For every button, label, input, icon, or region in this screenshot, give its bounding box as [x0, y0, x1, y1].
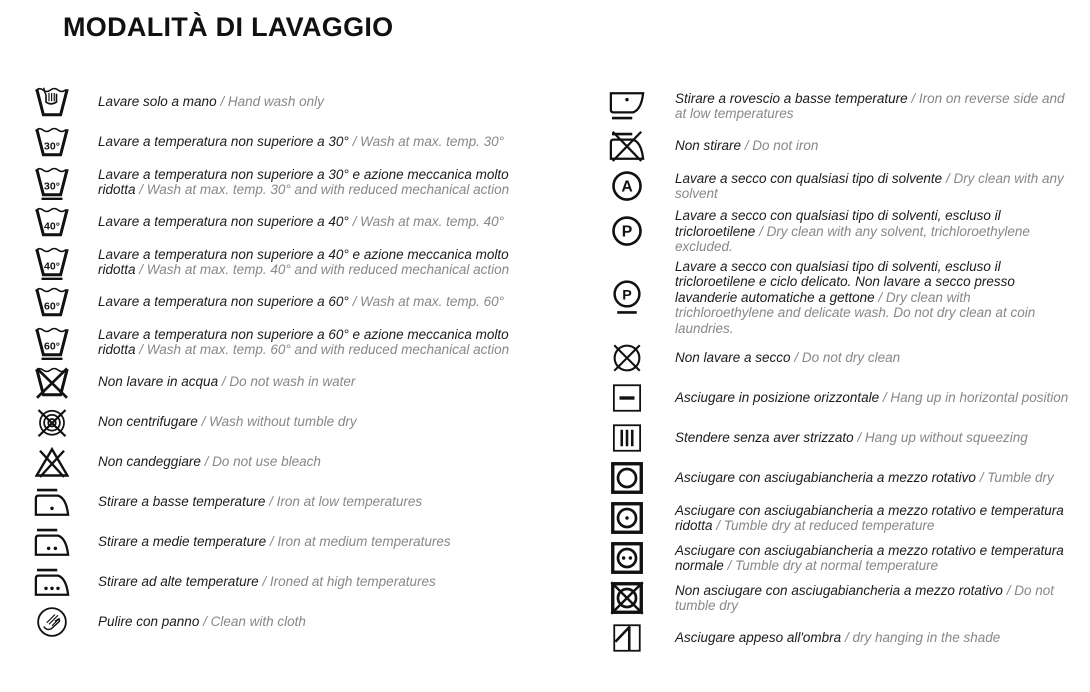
- svg-text:60°: 60°: [44, 300, 60, 313]
- no-bleach-icon: [33, 444, 78, 480]
- label-italian: Non centrifugare: [98, 414, 198, 430]
- label-english: / Hang up without squeezing: [857, 430, 1028, 446]
- label-italian: Lavare a temperatura non superiore a 30°: [98, 134, 349, 150]
- wash-40-icon: [33, 204, 78, 240]
- label-italian: Lavare a secco con qualsiasi tipo di solventi, escluso il tricloroetilene: [675, 208, 1001, 239]
- label-italian: Lavare a temperatura non superiore a 60° e azione meccanica molto ridotta: [98, 326, 509, 357]
- care-item: [608, 259, 1073, 337]
- label-english: / Wash at max. temp. 30°: [352, 134, 505, 150]
- svg-text:40°: 40°: [44, 260, 60, 273]
- care-item-description: [675, 583, 1073, 614]
- care-item-description: [675, 91, 1073, 122]
- label-english: / Iron at medium temperatures: [269, 534, 451, 550]
- care-item-description: [675, 503, 1073, 534]
- wash-60-reduced-icon: [33, 324, 78, 360]
- label-italian: Non stirare: [675, 138, 742, 154]
- wash-60-icon: [33, 284, 78, 320]
- label-italian: Lavare a temperatura non superiore a 40°: [98, 214, 349, 230]
- label-english: / Wash at max. temp. 30° and with reduced mechanical action: [139, 182, 510, 197]
- label-italian: Lavare a secco con qualsiasi tipo di solventi, escluso il tricloroetilene e ciclo delicato. Non lavare a secco presso lavanderie automatiche a gettone: [675, 258, 1015, 305]
- care-item-description: [98, 454, 321, 470]
- iron-medium-icon: [33, 524, 78, 560]
- label-italian: Asciugare con asciugabiancheria a mezzo rotativo: [675, 470, 976, 486]
- dry-clean-p-delicate-icon: [608, 279, 650, 315]
- care-item-description: [98, 167, 538, 198]
- care-item-description: [98, 494, 422, 510]
- tumble-dry-reduced-icon: [608, 500, 650, 536]
- care-item-description: [98, 327, 538, 358]
- care-item: [608, 168, 1073, 204]
- care-item: [33, 244, 538, 280]
- svg-text:P: P: [622, 287, 632, 304]
- label-english: / Do not dry clean: [794, 350, 901, 366]
- care-item-description: [675, 390, 1068, 406]
- label-english: / dry hanging in the shade: [844, 630, 1001, 646]
- care-item: [608, 88, 1073, 124]
- label-english: / Iron at low temperatures: [269, 494, 423, 510]
- care-item: [608, 620, 1073, 656]
- label-english: / Wash without tumble dry: [201, 414, 357, 430]
- care-symbols-column-right: [608, 88, 1073, 656]
- svg-text:30°: 30°: [44, 180, 60, 193]
- care-item: [608, 500, 1073, 536]
- label-english: / Wash at max. temp. 40°: [352, 214, 505, 230]
- care-item: [608, 460, 1073, 496]
- care-item-description: [98, 534, 451, 550]
- label-italian: Stirare a basse temperature: [98, 494, 266, 510]
- care-item-description: [98, 614, 306, 630]
- iron-reverse-low-icon: [608, 88, 650, 124]
- svg-text:30°: 30°: [44, 140, 60, 153]
- page-title: MODALITÀ DI LAVAGGIO: [63, 12, 394, 42]
- tumble-dry-normal-icon: [608, 540, 650, 576]
- label-english: / Dry clean with trichloroethylene and delicate wash. Do not dry clean at coin laundries.: [675, 289, 1036, 336]
- label-english: / Clean with cloth: [203, 614, 306, 630]
- care-item: [608, 380, 1073, 416]
- care-item: [33, 364, 538, 400]
- label-english: / Tumble dry: [979, 470, 1054, 486]
- dry-clean-any-solvent-icon: [608, 168, 650, 204]
- care-item-description: [675, 630, 1000, 646]
- no-spin-icon: [33, 404, 78, 440]
- label-italian: Stendere senza aver strizzato: [675, 430, 854, 446]
- wash-30-icon: [33, 124, 78, 160]
- label-english: / Iron on reverse side and at low temperatures: [675, 90, 1065, 121]
- label-italian: Stirare ad alte temperature: [98, 574, 259, 590]
- no-wash-icon: [33, 364, 78, 400]
- label-italian: Non lavare a secco: [675, 350, 791, 366]
- care-item: [33, 564, 538, 600]
- label-english: / Tumble dry at normal temperature: [727, 558, 939, 573]
- care-item: [608, 420, 1073, 456]
- care-item: [33, 124, 538, 160]
- care-symbols-column-left: [33, 84, 538, 640]
- label-italian: Non asciugare con asciugabiancheria a mezzo rotativo: [675, 582, 1003, 598]
- iron-high-icon: [33, 564, 78, 600]
- care-item-description: [98, 294, 504, 310]
- label-italian: Asciugare in posizione orizzontale: [675, 390, 880, 406]
- care-item: [33, 524, 538, 560]
- no-dry-clean-icon: [608, 340, 650, 376]
- label-english: / Wash at max. temp. 60°: [352, 294, 505, 310]
- label-italian: Lavare solo a mano: [98, 94, 217, 110]
- care-item-description: [675, 350, 900, 366]
- label-italian: Stirare a medie temperature: [98, 534, 267, 550]
- clean-with-cloth-icon: [33, 604, 78, 640]
- care-item: [608, 128, 1073, 164]
- care-item-description: [675, 259, 1073, 337]
- care-item-description: [675, 470, 1054, 486]
- care-item: [608, 208, 1073, 255]
- label-italian: Stirare a rovescio a basse temperature: [675, 90, 908, 106]
- care-item-description: [675, 208, 1073, 255]
- care-item: [33, 324, 538, 360]
- label-english: / Dry clean with any solvent, trichloroethylene excluded.: [675, 223, 1030, 254]
- care-item: [33, 404, 538, 440]
- svg-text:P: P: [621, 223, 633, 241]
- tumble-dry-icon: [608, 460, 650, 496]
- care-item: [33, 444, 538, 480]
- svg-text:A: A: [621, 178, 633, 196]
- care-item-description: [675, 171, 1073, 202]
- dry-in-shade-icon: [608, 620, 650, 656]
- care-item: [33, 604, 538, 640]
- care-item-description: [98, 374, 355, 390]
- care-item-description: [98, 134, 504, 150]
- care-item: [33, 204, 538, 240]
- dry-clean-p-icon: [608, 213, 650, 249]
- label-italian: Asciugare con asciugabiancheria a mezzo rotativo e temperatura ridotta: [675, 502, 1064, 533]
- care-item-description: [98, 247, 538, 278]
- wash-30-reduced-icon: [33, 164, 78, 200]
- care-item-description: [98, 94, 324, 110]
- care-item: [33, 284, 538, 320]
- care-item-description: [98, 574, 436, 590]
- care-item: [608, 540, 1073, 576]
- svg-text:40°: 40°: [44, 220, 60, 233]
- care-item-description: [675, 138, 818, 154]
- svg-text:60°: 60°: [44, 340, 60, 353]
- care-item-description: [98, 414, 357, 430]
- label-english: / Dry clean with any solvent: [675, 170, 1064, 201]
- care-item: [608, 340, 1073, 376]
- care-item-description: [675, 430, 1028, 446]
- care-item-description: [98, 214, 504, 230]
- label-english: / Do not use bleach: [204, 454, 321, 470]
- care-item: [33, 164, 538, 200]
- label-italian: Pulire con panno: [98, 614, 200, 630]
- care-item: [33, 484, 538, 520]
- label-italian: Non candeggiare: [98, 454, 201, 470]
- label-italian: Lavare a temperatura non superiore a 60°: [98, 294, 349, 310]
- care-item-description: [675, 543, 1073, 574]
- wash-40-reduced-icon: [33, 244, 78, 280]
- care-item: [608, 580, 1073, 616]
- label-italian: Lavare a secco con qualsiasi tipo di solvente: [675, 170, 943, 186]
- label-english: / Do not tumble dry: [675, 582, 1054, 613]
- no-tumble-dry-icon: [608, 580, 650, 616]
- label-english: / Wash at max. temp. 40° and with reduced mechanical action: [139, 262, 510, 277]
- label-english: / Hang up in horizontal position: [882, 390, 1069, 406]
- iron-low-icon: [33, 484, 78, 520]
- label-italian: Asciugare appeso all'ombra: [675, 630, 842, 646]
- care-item: [33, 84, 538, 120]
- label-english: / Do not wash in water: [221, 374, 356, 390]
- drip-dry-icon: [608, 420, 650, 456]
- label-english: / Tumble dry at reduced temperature: [716, 518, 935, 533]
- label-italian: Non lavare in acqua: [98, 374, 219, 390]
- label-italian: Lavare a temperatura non superiore a 30° e azione meccanica molto ridotta: [98, 166, 509, 197]
- label-english: / Wash at max. temp. 60° and with reduced mechanical action: [139, 342, 510, 357]
- label-italian: Asciugare con asciugabiancheria a mezzo rotativo e temperatura normale: [675, 542, 1064, 573]
- label-english: / Hand wash only: [220, 94, 324, 110]
- label-english: / Do not iron: [744, 138, 819, 154]
- label-english: / Ironed at high temperatures: [262, 574, 436, 590]
- hand-wash-icon: [33, 84, 78, 120]
- label-italian: Lavare a temperatura non superiore a 40° e azione meccanica molto ridotta: [98, 246, 509, 277]
- dry-flat-icon: [608, 380, 650, 416]
- no-iron-icon: [608, 128, 650, 164]
